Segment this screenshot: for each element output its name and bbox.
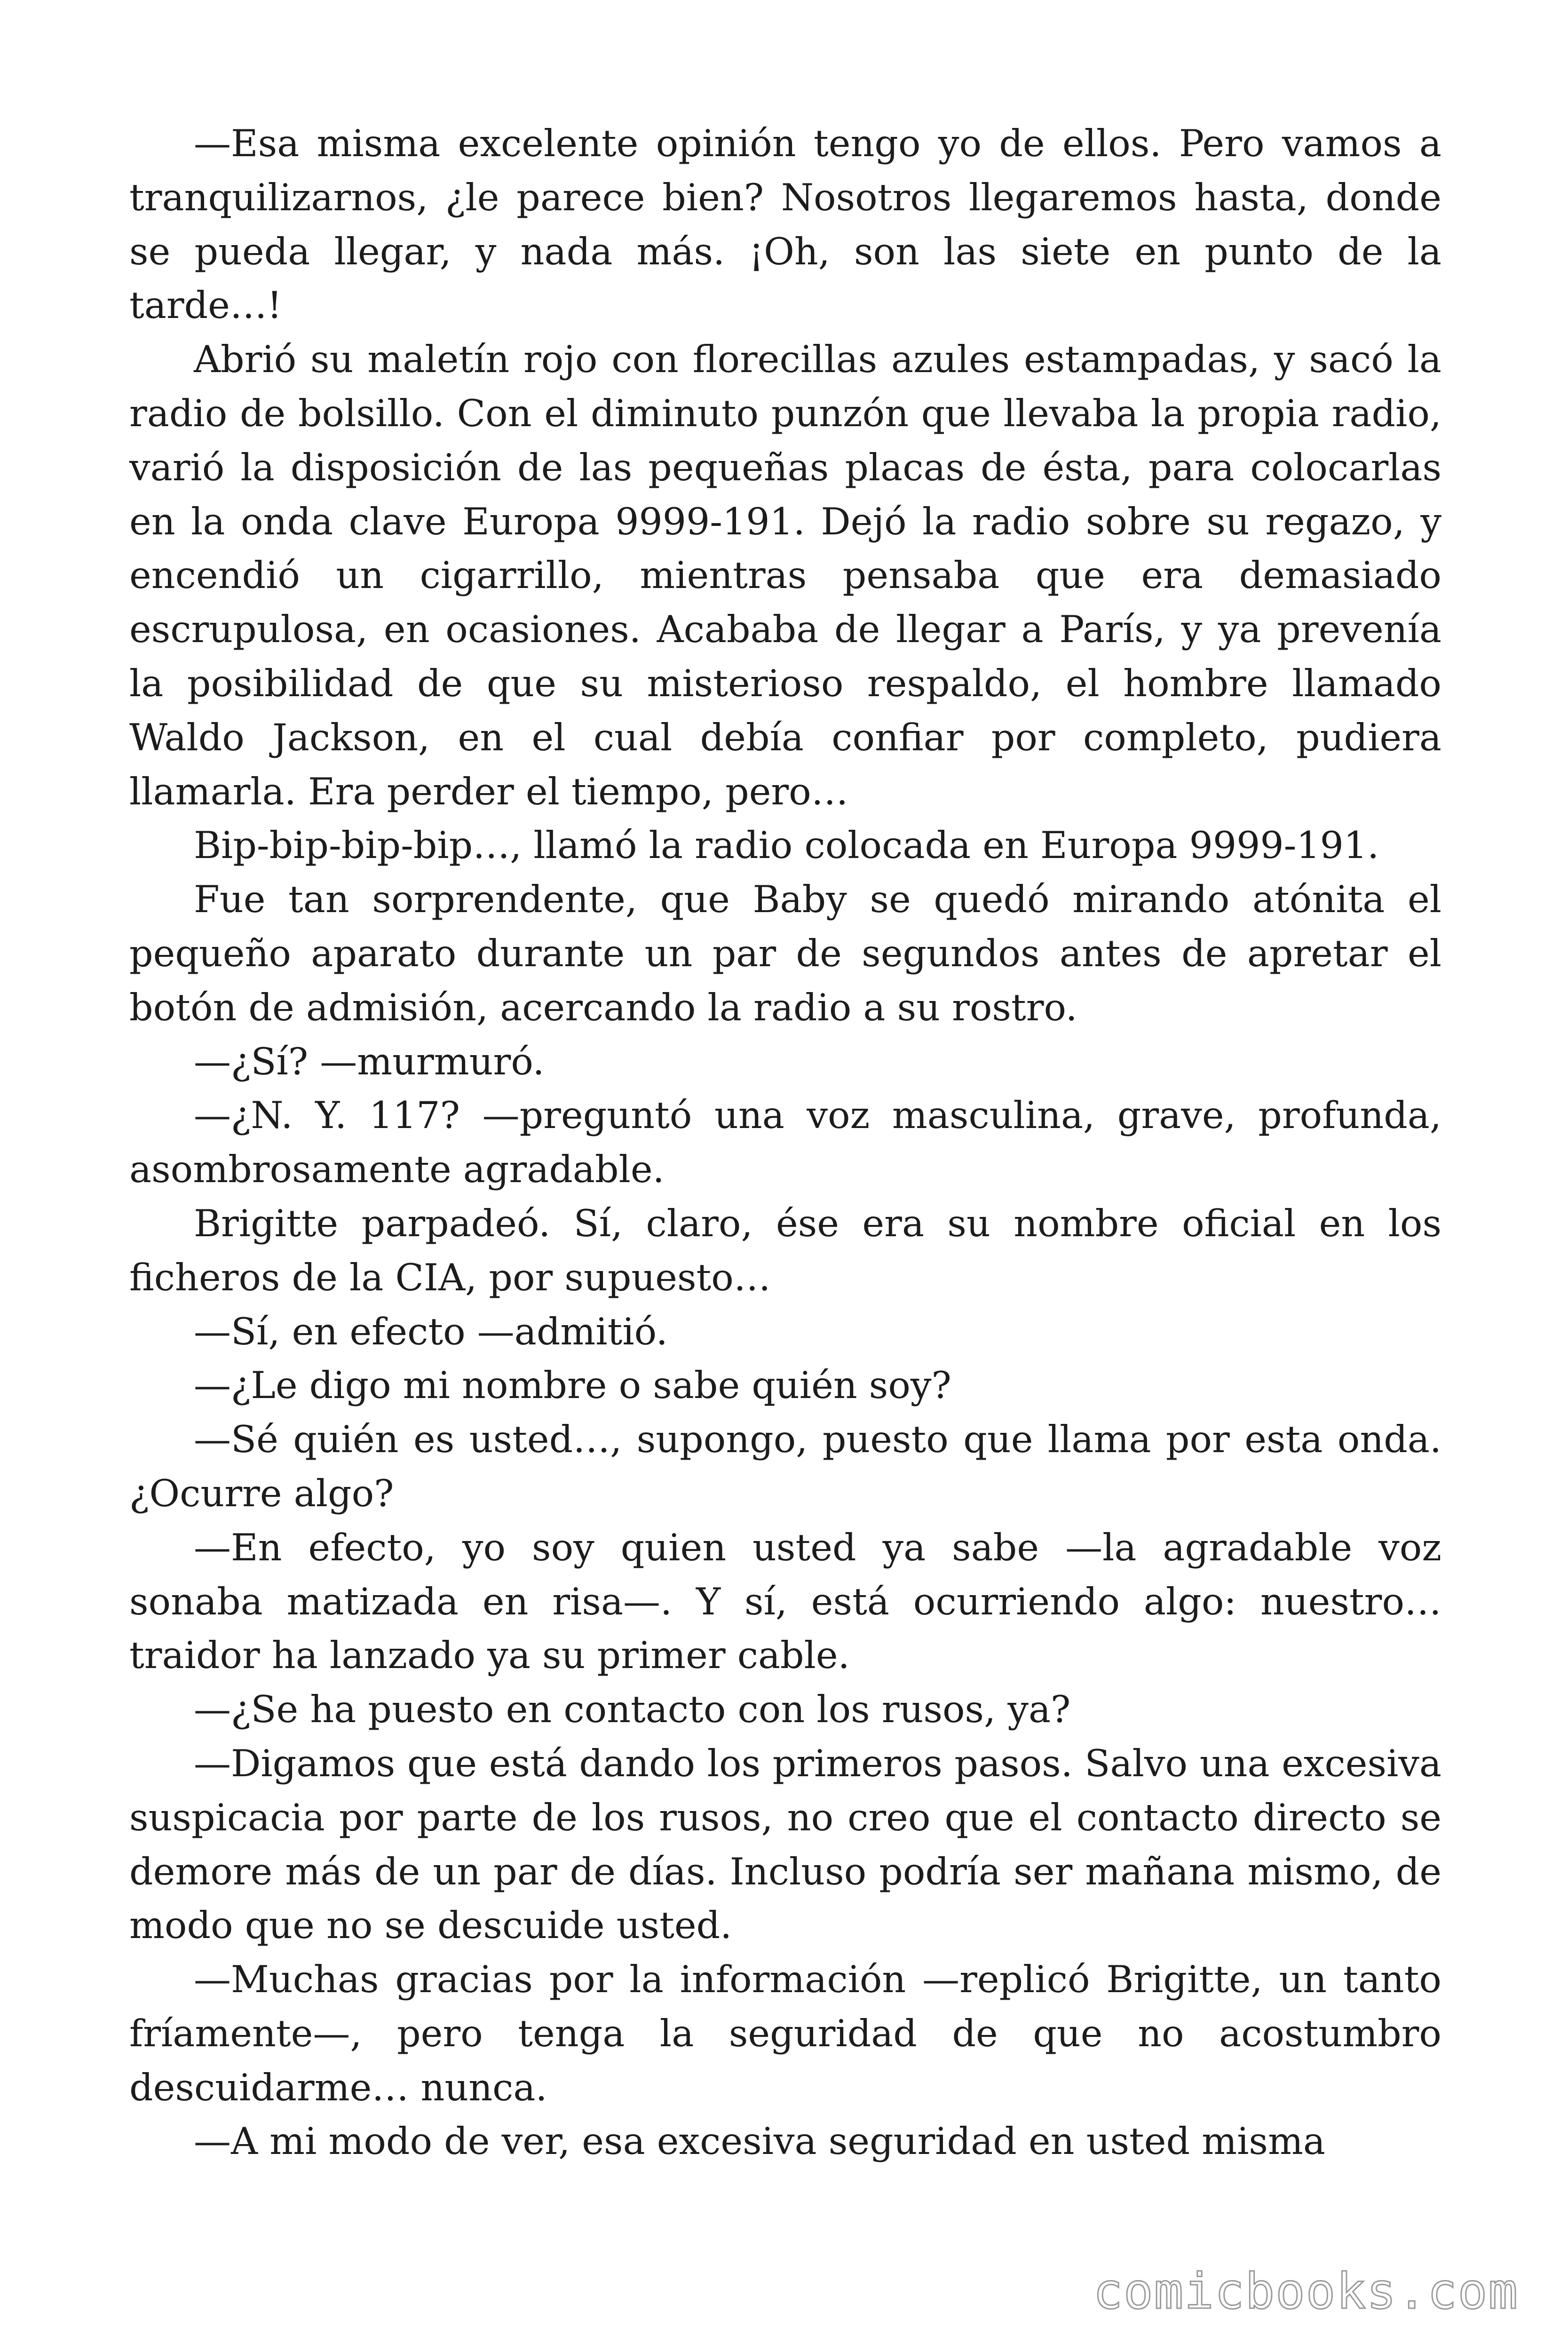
paragraph: Brigitte parpadeó. Sí, claro, ése era su nombre oficial en los ficheros de la CIA, por supuesto… xyxy=(129,1201,1441,1299)
paragraph: —¿Sí? —murmuró. xyxy=(194,1040,545,1083)
paragraph: Fue tan sorprendente, que Baby se quedó mirando atónita el pequeño aparato durante un par de segundos antes de apretar el botón de admisión, acercando la radio a su rostro. xyxy=(129,878,1441,1029)
page-text-body xyxy=(129,117,1441,2169)
paragraph: —¿N. Y. 117? —preguntó una voz masculina, grave, profunda, asombrosamente agradable. xyxy=(129,1094,1441,1192)
paragraph: —En efecto, yo soy quien usted ya sabe —la agradable voz sonaba matizada en risa—. Y sí, está ocurriendo algo: nuestro… traidor ha lanzado ya su primer cable. xyxy=(129,1526,1441,1677)
paragraph: —¿Le digo mi nombre o sabe quién soy? xyxy=(194,1364,951,1407)
paragraph: —Muchas gracias por la información —replicó Brigitte, un tanto fríamente—, pero tenga la seguridad de que no acostumbro descuidarme… nunca. xyxy=(129,1958,1441,2109)
paragraph: Bip-bip-bip-bip…, llamó la radio colocada en Europa 9999-191. xyxy=(194,824,1379,867)
paragraph: —Sí, en efecto —admitió. xyxy=(194,1310,668,1353)
paragraph: —Digamos que está dando los primeros pasos. Salvo una excesiva suspicacia por parte de los rusos, no creo que el contacto directo se demore más de un par de días. Incluso podría ser mañana mismo, de modo que no se descuide usted. xyxy=(129,1741,1441,1947)
paragraph: Abrió su maletín rojo con florecillas azules estampadas, y sacó la radio de bolsillo. Con el diminuto punzón que llevaba la propia radio, varió la disposición de las pequeñas placas de ésta, para colocarlas en la onda clave Europa 9999-191. Dejó la radio sobre su regazo, y encendió un cigarrillo, mientras pensaba que era demasiado escrupulosa, en ocasiones. Acababa de llegar a París, y ya prevenía la posibilidad de que su misterioso respaldo, el hombre llamado Waldo Jackson, en el cual debía confiar por completo, pudiera llamarla. Era perder el tiempo, pero… xyxy=(129,338,1441,813)
watermark: comicbooks.com xyxy=(1093,2263,1519,2320)
paragraph: —¿Se ha puesto en contacto con los rusos, ya? xyxy=(194,1688,1071,1732)
paragraph: —A mi modo de ver, esa excesiva seguridad en usted misma xyxy=(194,2120,1325,2163)
paragraph: —Esa misma excelente opinión tengo yo de ellos. Pero vamos a tranquilizarnos, ¿le parece bien? Nosotros llegaremos hasta, donde se pueda llegar, y nada más. ¡Oh, son las siete en punto de la tarde…! xyxy=(129,122,1441,327)
paragraph: —Sé quién es usted…, supongo, puesto que llama por esta onda. ¿Ocurre algo? xyxy=(129,1418,1441,1515)
